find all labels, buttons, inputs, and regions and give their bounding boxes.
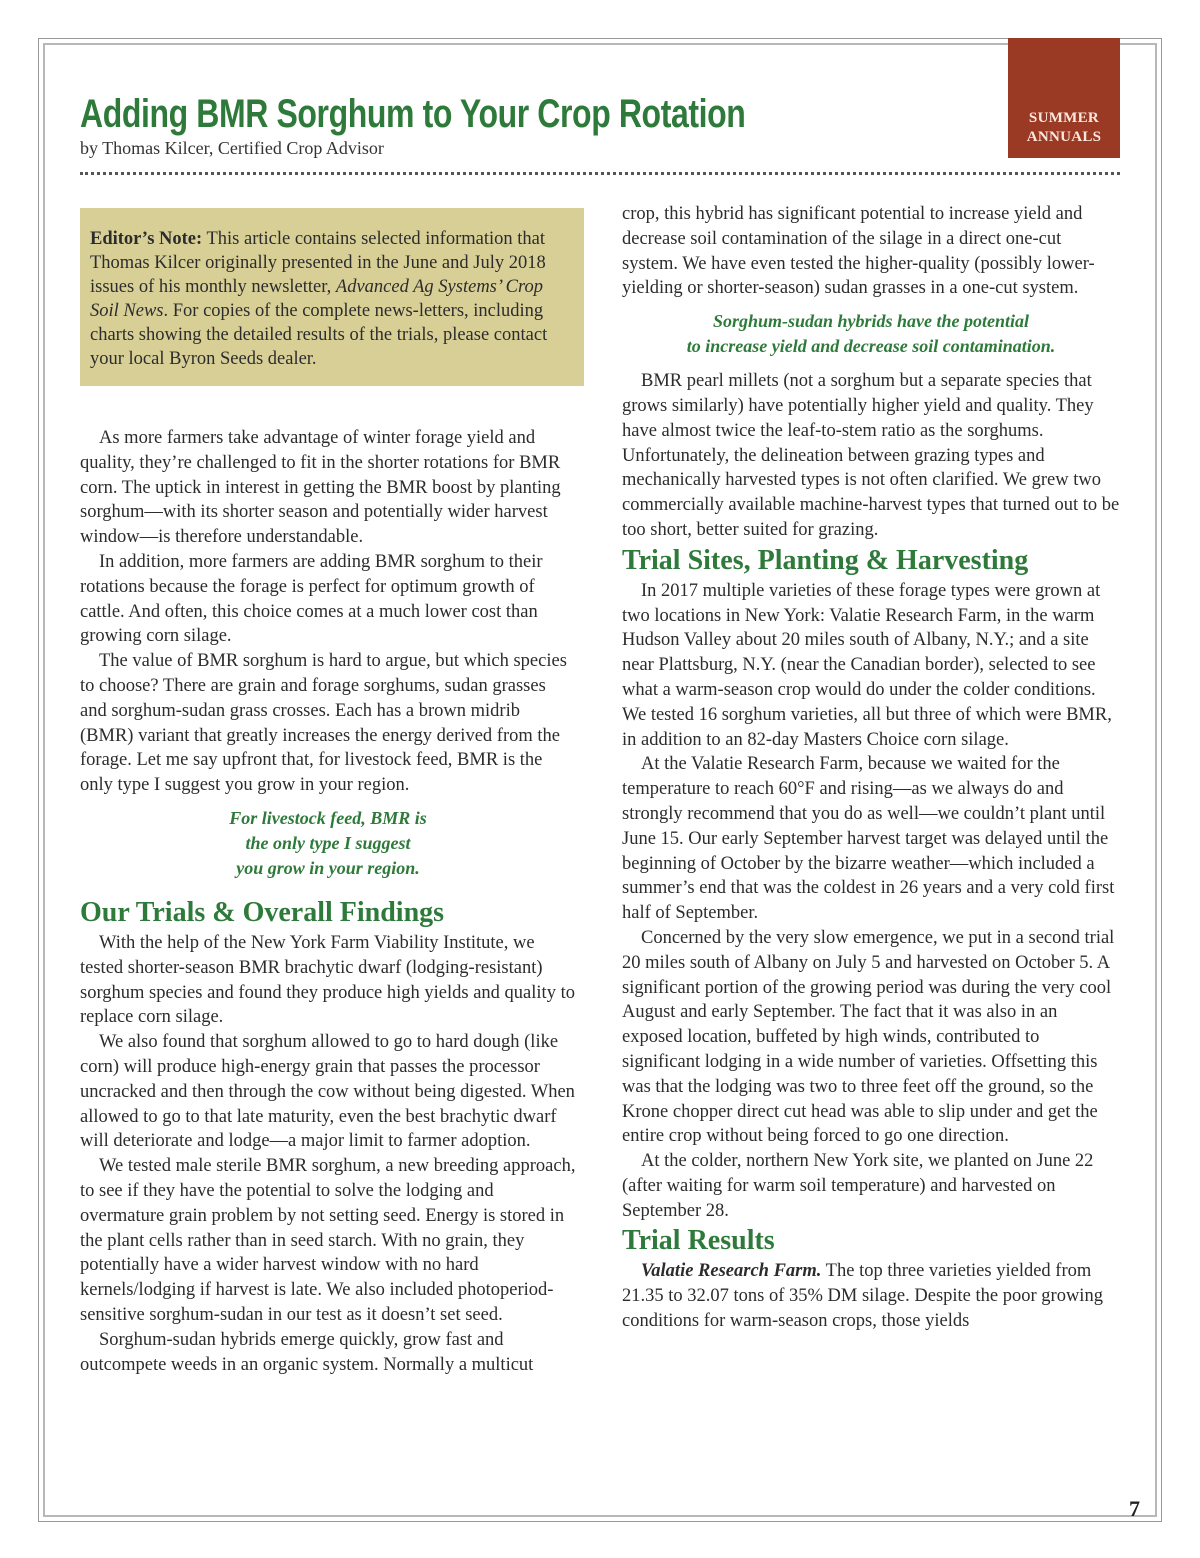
pull-quote-line: you grow in your region. — [236, 857, 420, 878]
left-column — [80, 426, 576, 1377]
paragraph: BMR pearl millets (not a sorghum but a separate species that grows similarly) have potentially higher yield and quality. They have almost twice the leaf-to-stem ratio as the sorghums. Unfortunately, the delineation between grazing types and mechanically harvested types is not often clarified. We grew two commercially available machine-harvest types that turned out to be too short, better suited for grazing. — [622, 371, 1120, 540]
paragraph-text: The top three varieties yielded from 21.35 to 32.07 tons of 35% DM silage. Despite the poor growing conditions for warm-season crops, those yields — [622, 1261, 1103, 1332]
dotted-divider — [80, 172, 1120, 175]
editor-note-label: Editor’s Note: — [90, 229, 203, 249]
paragraph: At the colder, northern New York site, we planted on June 22 (after waiting for warm soil temperature) and harvested on September 28. — [622, 1151, 1094, 1221]
section-tag — [1008, 38, 1120, 158]
pull-quote-right — [622, 309, 1120, 359]
paragraph: In addition, more farmers are adding BMR sorghum to their rotations because the forage is perfect for optimum growth of cattle. And often, this choice comes at a much lower cost than growing corn silage. — [80, 551, 543, 647]
paragraph: Sorghum-sudan hybrids emerge quickly, grow fast and outcompete weeds in an organic system. Normally a multicut — [80, 1329, 534, 1375]
paragraph: We tested male sterile BMR sorghum, a new breeding approach, to see if they have the potential to solve the lodging and overmature grain problem by not setting seed. Energy is stored in the plant cells rather than in seed starch. With no grain, they potentially have a wider harvest window with no hard kernels/lodging if harvest is late. We also included photoperiod-sensitive sorghum-sudan in our test as it doesn’t set seed. — [80, 1156, 576, 1325]
paragraph: As more farmers take advantage of winter forage yield and quality, they’re challenged to fit in the shorter rotations for BMR corn. The uptick in interest in getting the BMR boost by planting sorghum—with its shorter season and potentially wider harvest window—is therefore understandable. — [80, 428, 561, 548]
paragraph: The value of BMR sorghum is hard to argue, but which species to choose? There are grain and forage sorghums, sudan grasses and sorghum-sudan grass crosses. Each has a brown midrib (BMR) variant that greatly increases the energy derived from the forage. Let me say upfront that, for livestock feed, BMR is the only type I suggest you grow in your region. — [80, 651, 567, 796]
pull-quote-line: For livestock feed, BMR is — [229, 807, 427, 828]
pull-quote-line: to increase yield and decrease soil contamination. — [686, 336, 1056, 357]
paragraph: crop, this hybrid has significant potential to increase yield and decrease soil contamination of the silage in a direct one-cut system. We have even tested the higher-quality (possibly lower-yielding or shorter-season) sudan grasses in a one-cut system. — [622, 204, 1095, 299]
section-tag-line1: SUMMER — [1028, 110, 1100, 126]
paragraph: We also found that sorghum allowed to go to hard dough (like corn) will produce high-energy grain that passes the processor uncracked and then through the cow without being digested. When allowed to go to that late maturity, even the best brachytic dwarf will deteriorate and lodge—a major limit to farmer adoption. — [80, 1032, 575, 1152]
newsletter-name: Advanced Ag Systems’ Crop Soil News — [90, 277, 543, 321]
pull-quote-line: Sorghum-sudan hybrids have the potential — [712, 311, 1030, 332]
section-heading-trial-results: Trial Results — [622, 1225, 775, 1257]
paragraph: Concerned by the very slow emergence, we put in a second trial 20 miles south of Albany on July 5 and harvested on October 5. A significant portion of the growing period was during the very cool August and early September. The fact that it was also in an exposed location, buffeted by high winds, contributed to significant lodging in a wide number of varieties. Offsetting this was that the lodging was two to three feet off the ground, so the Krone chopper direct cut head was able to slip under and get the entire crop without being forced to go one direction. — [622, 927, 1115, 1147]
section-tag-line2: ANNUALS — [1026, 129, 1102, 145]
section-heading-our-trials: Our Trials & Overall Findings — [80, 896, 445, 928]
paragraph: With the help of the New York Farm Viability Institute, we tested shorter-season BMR brachytic dwarf (lodging-resistant) sorghum species and found they produce high yields and quality to replace corn silage. — [80, 932, 575, 1028]
paragraph: At the Valatie Research Farm, because we waited for the temperature to reach 60°F and rising—as we always do and strongly recommend that you do as well—we couldn’t plant until June 15. Our early September harvest target was delayed until the beginning of October by the bizarre weather—which included a summer’s end that was the coldest in 26 years and a very cold first half of September. — [622, 754, 1115, 924]
article-title: Adding BMR Sorghum to Your Crop Rotation — [80, 92, 746, 136]
editor-note-box — [80, 208, 584, 386]
section-heading-trial-sites: Trial Sites, Planting & Harvesting — [622, 544, 1029, 576]
paragraph: In 2017 multiple varieties of these forage types were grown at two locations in New York: Valatie Research Farm, in the warm Hudson Valley about 20 miles south of Albany, N.Y.; and a site near Plattsburg, N.Y. (near the Canadian border), selected to see what a warm-season crop would do under the colder conditions. We tested 16 sorghum varieties, all but three of which were BMR, in addition to an 82-day Masters Choice corn silage. — [622, 580, 1112, 750]
editor-note-text-b: . For copies of the complete news-letters, including charts showing the detailed results of the trials, please contact your local Byron Seeds dealer. — [90, 301, 548, 369]
byline: by Thomas Kilcer, Certified Crop Advisor — [80, 138, 384, 158]
page-number: 7 — [1129, 1496, 1140, 1521]
right-column — [622, 202, 1120, 1334]
editor-note-text-a: This article contains selected information that Thomas Kilcer originally presented in the June and July 2018 issues of his monthly newsletter, — [90, 229, 546, 297]
lead-in: Valatie Research Farm. — [641, 1261, 822, 1282]
pull-quote-left — [80, 806, 576, 881]
paragraph — [622, 1259, 1120, 1333]
pull-quote-line: the only type I suggest — [245, 832, 411, 853]
